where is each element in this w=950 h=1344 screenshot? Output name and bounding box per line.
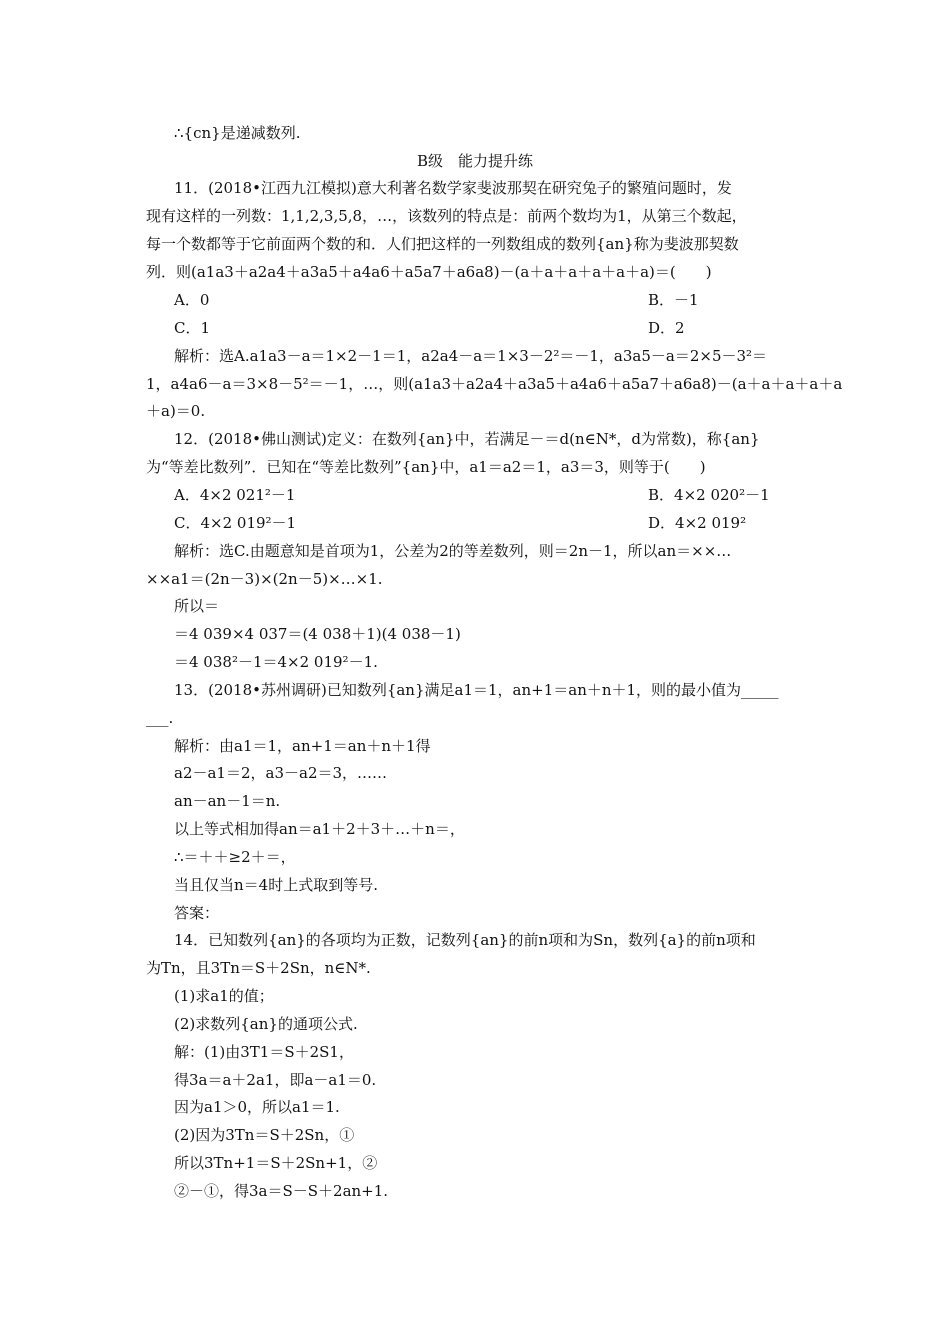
q12-option-c: C．4×2 019²－1 (174, 514, 297, 532)
q11-line4: 列．则(a1a3＋a2a4＋a3a5＋a4a6＋a5a7＋a6a8)－(a＋a＋a＋a＋a＋a)＝( ) (146, 263, 712, 281)
q14-solution-line6: ②－①，得3a＝S－S＋2an+1. (174, 1182, 389, 1200)
text-line: ∴{cn}是递减数列. (174, 124, 301, 142)
q11-options-ab (174, 290, 842, 310)
q13-line1: 13．(2018•苏州调研)已知数列{an}满足a1＝1，an+1＝an＋n＋1，则的最小值为_____ (174, 681, 779, 699)
q13-answer: 答案： (174, 904, 220, 922)
section-title: B级 能力提升练 (416, 152, 534, 170)
q12-solution-line2: ××a1＝(2n－3)×(2n－5)×…×1. (146, 570, 383, 588)
q12-option-b: B．4×2 020²－1 (648, 486, 770, 504)
q14-solution-line2: 得3a＝a＋2a1，即a－a1＝0. (174, 1071, 377, 1089)
q11-option-b: B．－1 (648, 291, 699, 309)
q11-solution-line1: 解析：选A.a1a3－a＝1×2－1＝1，a2a4－a＝1×3－2²＝－1，a3a5－a＝2×5－3²＝ (174, 347, 768, 365)
q13-solution-line6: 当且仅当n＝4时上式取到等号. (174, 876, 378, 894)
q12-options-cd (174, 513, 842, 533)
q11-option-a: A．0 (174, 291, 210, 309)
q12-option-d: D．4×2 019² (648, 514, 747, 532)
q12-solution-line4: ＝4 039×4 037＝(4 038＋1)(4 038－1) (174, 625, 461, 643)
q14-part2: (2)求数列{an}的通项公式. (174, 1015, 358, 1033)
q12-line1: 12．(2018•佛山测试)定义：在数列{an}中，若满足－＝d(n∈N*，d为常数)，称{an} (174, 430, 760, 448)
q11-line3: 每一个数都等于它前面两个数的和．人们把这样的一列数组成的数列{an}称为斐波那契数 (146, 235, 739, 253)
q11-solution-line2: 1，a4a6－a＝3×8－5²＝－1，…，则(a1a3＋a2a4＋a3a5＋a4a6＋a5a7＋a6a8)－(a＋a＋a＋a＋a (146, 375, 843, 393)
q12-solution-line3: 所以＝ (174, 597, 220, 615)
q13-solution-line5: ∴＝＋＋≥2＋＝， (174, 848, 296, 866)
q14-solution-line1: 解：(1)由3T1＝S＋2S1， (174, 1043, 354, 1061)
q12-solution-line5: ＝4 038²－1＝4×2 019²－1. (174, 653, 378, 671)
q14-solution-line3: 因为a1＞0，所以a1＝1. (174, 1098, 340, 1116)
q12-solution-line1: 解析：选C.由题意知是首项为1，公差为2的等差数列，则＝2n－1，所以an＝××… (174, 542, 732, 560)
q13-line2: ___. (146, 709, 174, 727)
q11-option-d: D．2 (648, 319, 685, 337)
q12-option-a: A．4×2 021²－1 (174, 486, 296, 504)
q13-solution-line2: a2－a1＝2，a3－a2＝3，…… (174, 764, 388, 782)
q13-solution-line4: 以上等式相加得an＝a1＋2＋3＋…＋n＝， (174, 820, 465, 838)
q14-line1: 14．已知数列{an}的各项均为正数，记数列{an}的前n项和为Sn，数列{a}的前n项和 (174, 931, 756, 949)
q14-part1: (1)求a1的值； (174, 987, 274, 1005)
q11-solution-line3: ＋a)＝0. (146, 402, 206, 420)
q14-line2: 为Tn，且3Tn＝S＋2Sn，n∈N*. (146, 959, 371, 977)
q12-line2: 为“等差比数列”．已知在“等差比数列”{an}中，a1＝a2＝1，a3＝3，则等于( ) (146, 458, 706, 476)
q14-solution-line4: (2)因为3Tn＝S＋2Sn，① (174, 1126, 355, 1144)
q11-line1: 11．(2018•江西九江模拟)意大利著名数学家斐波那契在研究兔子的繁殖问题时，发 (174, 179, 732, 197)
q11-option-c: C．1 (174, 319, 211, 337)
q11-line2: 现有这样的一列数：1,1,2,3,5,8，…，该数列的特点是：前两个数均为1，从第三个数起， (146, 207, 747, 225)
q14-solution-line5: 所以3Tn+1＝S＋2Sn+1，② (174, 1154, 378, 1172)
q11-options-cd (174, 318, 842, 338)
q13-solution-line3: an－an－1＝n. (174, 792, 281, 810)
q12-options-ab (174, 485, 842, 505)
q13-solution-line1: 解析：由a1＝1，an+1＝an＋n＋1得 (174, 737, 431, 755)
